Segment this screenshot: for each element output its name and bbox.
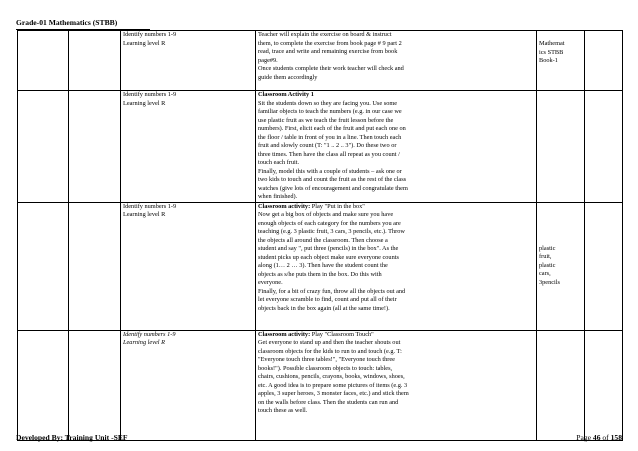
activity-line: teaching (e.g. 3 plastic fruit, 3 cars, 3 pencils, etc.). Throw bbox=[258, 228, 405, 235]
resource-line: fruit, bbox=[539, 253, 552, 261]
resource-line: plastic bbox=[539, 261, 556, 269]
activity-line: student picks up each object make sure everyone counts bbox=[258, 253, 399, 261]
activity-title bbox=[258, 203, 534, 212]
activity-line: them, to complete the exercise from book page # 9 part 2 bbox=[258, 39, 402, 47]
activity-line: numbers). First, elicit each of the fruit and put each one on bbox=[258, 125, 406, 132]
objective-line: Learning level R bbox=[123, 339, 165, 346]
activity-title-bold: Classroom activity: bbox=[258, 330, 311, 338]
empty-cell-2 bbox=[69, 330, 121, 440]
activity-line: along (1… 2 … 3). Then have the student count the bbox=[258, 262, 388, 269]
activity-title bbox=[258, 331, 534, 340]
table-row bbox=[18, 330, 623, 440]
activity-line: Finally, model this with a couple of students – ask one or bbox=[258, 167, 402, 175]
activity-line: enough objects of each category for the numbers you are bbox=[258, 219, 401, 227]
activity-line: chairs, cushions, pencils, crayons, books, windows, shoes, bbox=[258, 373, 405, 380]
activity-line: read, trace and write and remaining exercise from book bbox=[258, 48, 398, 55]
objective-line: Learning level R bbox=[123, 39, 166, 47]
empty-cell-last bbox=[585, 330, 623, 440]
activity-line: fruit and slowly count (T: "1 .. 2 .. 3"). Do these two or bbox=[258, 142, 397, 149]
resource-line: Mathemat bbox=[539, 40, 565, 47]
activity-line: the objects all around the classroom. Then choose a bbox=[258, 236, 388, 244]
objective-cell bbox=[121, 202, 256, 330]
lesson-plan-table bbox=[17, 30, 623, 441]
table-row bbox=[18, 202, 623, 330]
activity-line: touch each fruit. bbox=[258, 159, 300, 166]
activity-line: Finally, for a bit of crazy fun, throw all the objects out and bbox=[258, 287, 406, 295]
activity-line: the floor / table in front of you in a line. Then touch each bbox=[258, 133, 402, 141]
activity-title-suffix: Play "Classroom Touch" bbox=[310, 330, 374, 338]
activity-line: guide them accordingly bbox=[258, 73, 318, 81]
empty-cell-1 bbox=[18, 330, 69, 440]
resources-cell bbox=[537, 202, 585, 330]
empty-cell-1 bbox=[18, 91, 69, 203]
objective-cell bbox=[121, 91, 256, 203]
empty-cell-1 bbox=[18, 202, 69, 330]
footer-developer: Developed By: Training Unit -SEF bbox=[16, 433, 128, 442]
empty-cell-last bbox=[585, 202, 623, 330]
activity-line: when finished). bbox=[258, 193, 298, 200]
activity-line: books!"). Possible classroom objects to touch: tables, bbox=[258, 364, 393, 372]
activity-line: objects as s/he puts them in the box. Do this with bbox=[258, 270, 382, 278]
activity-title-suffix: Play "Put in the box" bbox=[310, 202, 365, 210]
resources-cell bbox=[537, 91, 585, 203]
objective-line: Identify numbers 1-9 bbox=[123, 91, 177, 98]
empty-cell-2 bbox=[69, 31, 121, 91]
objective-line: Learning level R bbox=[123, 211, 166, 218]
resources-cell bbox=[537, 330, 585, 440]
table-row bbox=[18, 31, 623, 91]
activity-line: "Everyone touch three tables!", "Everyone touch three bbox=[258, 356, 395, 363]
activity-line: use plastic fruit as we teach the fruit lesson before the bbox=[258, 116, 394, 124]
objective-cell bbox=[121, 330, 256, 440]
resources-cell bbox=[537, 31, 585, 91]
activity-cell bbox=[256, 91, 537, 203]
activity-cell bbox=[256, 202, 537, 330]
objective-line: Identify numbers 1-9 bbox=[123, 330, 176, 338]
activity-line: Now get a big box of objects and make sure you have bbox=[258, 211, 394, 218]
activity-line: apples, 3 super heroes, 3 monster faces, etc.) and stick them bbox=[258, 390, 409, 397]
activity-line: Get everyone to stand up and then the teacher shouts out bbox=[258, 339, 401, 346]
activity-line: familiar objects to teach the numbers (e.g. in our case we bbox=[258, 108, 402, 115]
activity-line: objects back in the box again (all at the same time!). bbox=[258, 304, 390, 312]
activity-title-bold: Classroom Activity 1 bbox=[258, 91, 314, 98]
empty-cell-1 bbox=[18, 31, 69, 91]
activity-line: Teacher will explain the exercise on board & instruct bbox=[258, 31, 392, 38]
activity-cell bbox=[256, 330, 537, 440]
activity-line: student and say ", put three (pencils) in the box". As the bbox=[258, 245, 399, 252]
activity-line: page#9. bbox=[258, 56, 278, 64]
activity-line: watches (give lots of encouragement and congratulate them bbox=[258, 184, 408, 192]
table-row bbox=[18, 91, 623, 203]
empty-cell-last bbox=[585, 31, 623, 91]
empty-cell-2 bbox=[69, 91, 121, 203]
activity-line: touch these as well. bbox=[258, 407, 308, 414]
empty-cell-2 bbox=[69, 202, 121, 330]
objective-line: Identify numbers 1-9 bbox=[123, 202, 177, 210]
activity-line: everyone. bbox=[258, 279, 283, 286]
activity-line: classroom objects for the kids to run to and touch (e.g. T: bbox=[258, 347, 402, 355]
activity-line: two kids to touch and count the fruit as the rest of the class bbox=[258, 176, 407, 183]
activity-cell bbox=[256, 31, 537, 91]
objective-line: Learning level R bbox=[123, 99, 166, 107]
objective-line: Identify numbers 1-9 bbox=[123, 31, 177, 38]
resource-line: Book-1 bbox=[539, 57, 558, 64]
objective-cell bbox=[121, 31, 256, 91]
activity-line: Once students complete their work teacher will check and bbox=[258, 65, 404, 72]
activity-line: Sit the students down so they are facing you. Use some bbox=[258, 99, 398, 107]
footer-page-number: Page 46 of 158 bbox=[576, 433, 622, 442]
resource-line: plastic bbox=[539, 244, 556, 252]
activity-line: let everyone scramble to find, count and put all of their bbox=[258, 296, 397, 303]
activity-line: etc. A good idea is to prepare some pictures of items (e.g. 3 bbox=[258, 381, 408, 389]
activity-title-bold: Classroom activity: bbox=[258, 202, 311, 210]
activity-line: three times. Then have the class all repeat as you count / bbox=[258, 150, 400, 158]
empty-cell-last bbox=[585, 91, 623, 203]
resource-line: ics STBB bbox=[539, 48, 564, 56]
activity-line: on the walls before class. Then the students can run and bbox=[258, 398, 399, 406]
resource-line: 3pencils bbox=[539, 278, 560, 286]
activity-title bbox=[258, 91, 534, 100]
resource-line: cars, bbox=[539, 270, 551, 278]
document-header: Grade-01 Mathematics (STBB) bbox=[16, 18, 118, 27]
